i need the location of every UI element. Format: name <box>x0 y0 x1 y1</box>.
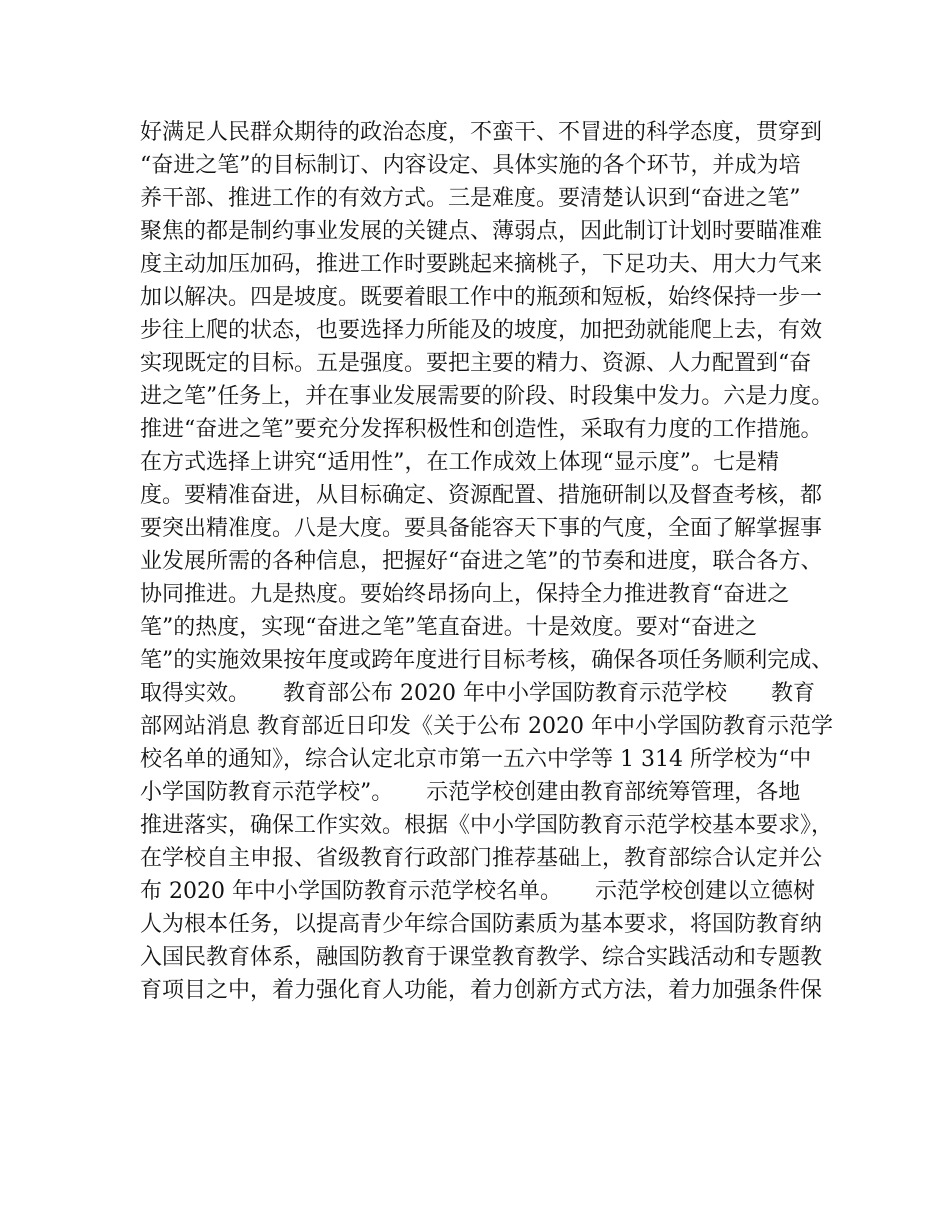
text-line: 养干部、推进工作的有效方式。三是难度。要清楚认识到“奋进之笔” <box>140 186 801 211</box>
text-line: 步往上爬的状态，也要选择力所能及的坡度，加把劲就能爬上去，有效 <box>140 318 823 343</box>
text-line: 笔”的热度，实现“奋进之笔”笔直奋进。十是效度。要对“奋进之 <box>140 615 757 640</box>
text-line: 推进落实，确保工作实效。根据《中小学国防教育示范学校基本要求》， <box>140 813 834 838</box>
text-line: 加以解决。四是坡度。既要着眼工作中的瓶颈和短板，始终保持一步一 <box>140 285 823 310</box>
text-line: 进之笔”任务上，并在事业发展需要的阶段、时段集中发力。六是力度。 <box>140 384 834 409</box>
text-line: 要突出精准度。八是大度。要具备能容天下事的气度，全面了解掌握事 <box>140 516 823 541</box>
text-line: 业发展所需的各种信息，把握好“奋进之笔”的节奏和进度，联合各方、 <box>140 549 823 574</box>
text-line: 推进“奋进之笔”要充分发挥积极性和创造性，采取有力度的工作措施。 <box>140 417 823 442</box>
text-line: 在学校自主申报、省级教育行政部门推荐基础上，教育部综合认定并公 <box>140 846 823 871</box>
text-line: 入国民教育体系，融国防教育于课堂教育教学、综合实践活动和专题教 <box>140 945 823 970</box>
text-line: 部网站消息 教育部近日印发《关于公布 2020 年中小学国防教育示范学 <box>140 714 833 739</box>
text-line: 在方式选择上讲究“适用性”，在工作成效上体现“显示度”。七是精 <box>140 450 779 475</box>
text-line: 布 2020 年中小学国防教育示范学校名单。 示范学校创建以立德树 <box>140 879 815 904</box>
text-line: 聚焦的都是制约事业发展的关键点、薄弱点，因此制订计划时要瞄准难 <box>140 219 823 244</box>
text-line: “奋进之笔”的目标制订、内容设定、具体实施的各个环节，并成为培 <box>140 153 801 178</box>
text-line: 度。要精准奋进，从目标确定、资源配置、措施研制以及督查考核，都 <box>140 483 823 508</box>
text-line: 小学国防教育示范学校”。 示范学校创建由教育部统筹管理，各地 <box>140 780 801 805</box>
text-line: 校名单的通知》，综合认定北京市第一五六中学等 1 314 所学校为“中 <box>140 747 812 772</box>
text-line: 实现既定的目标。五是强度。要把主要的精力、资源、人力配置到“奋 <box>140 351 812 376</box>
text-line: 人为根本任务，以提高青少年综合国防素质为基本要求，将国防教育纳 <box>140 912 823 937</box>
text-line: 度主动加压加码，推进工作时要跳起来摘桃子，下足功夫、用大力气来 <box>140 252 823 277</box>
text-line: 育项目之中，着力强化育人功能，着力创新方式方法，着力加强条件保 <box>140 978 823 1003</box>
text-line: 协同推进。九是热度。要始终昂扬向上，保持全力推进教育“奋进之 <box>140 582 790 607</box>
text-line: 笔”的实施效果按年度或跨年度进行目标考核，确保各项任务顺利完成、 <box>140 648 834 673</box>
text-line: 好满足人民群众期待的政治态度，不蛮干、不冒进的科学态度，贯穿到 <box>140 120 823 145</box>
body-text <box>140 116 840 1007</box>
text-line: 取得实效。 教育部公布 2020 年中小学国防教育示范学校 教育 <box>140 681 815 706</box>
